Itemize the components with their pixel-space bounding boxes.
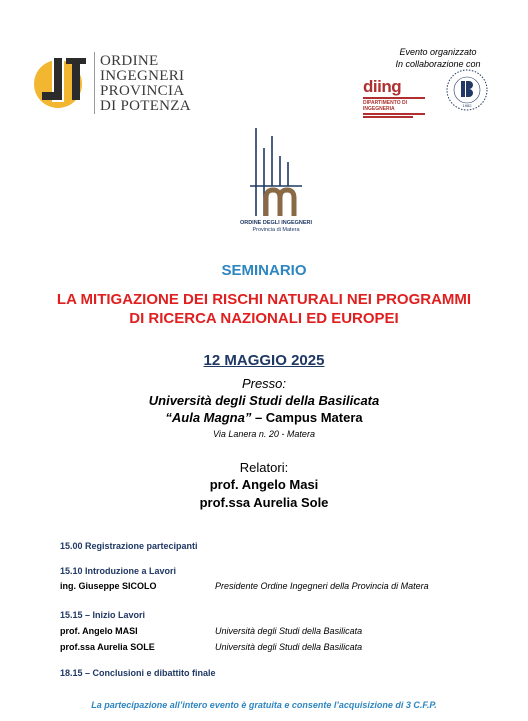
event-title-line-1: LA MITIGAZIONE DEI RISCHI NATURALI NEI PROGRAMMI	[56, 291, 472, 308]
matera-caption-line-2: Provincia di Matera	[252, 227, 300, 233]
speakers-label: Relatori:	[239, 460, 289, 475]
event-type: SEMINARIO	[221, 262, 307, 279]
diing-logo	[363, 78, 425, 116]
aula-magna: “Aula Magna”	[165, 410, 252, 425]
campus-name: – Campus Matera	[251, 410, 363, 425]
event-date-text: 12 MAGGIO 2025	[203, 352, 325, 369]
venue-university: Università degli Studi della Basilicata	[148, 393, 380, 408]
venue-address: Via Lanera n. 20 - Matera	[213, 429, 315, 439]
ordine-line-3: PROVINCIA	[100, 83, 185, 99]
intro-speaker-role: Presidente Ordine Ingegneri della Provincia di Matera	[215, 581, 429, 591]
event-organized-note	[368, 46, 508, 70]
diing-wordmark: diing	[363, 77, 402, 96]
ordine-divider	[94, 52, 95, 114]
venue-room	[0, 410, 528, 425]
unibas-year: 1982	[462, 103, 472, 108]
ordine-line-4: DI POTENZA	[100, 98, 191, 114]
ordine-line-1: ORDINE	[100, 53, 159, 69]
presso-label: Presso:	[241, 376, 287, 391]
speaker-2: prof.ssa Aurelia Sole	[199, 495, 329, 510]
session-speaker-2-role: Università degli Studi della Basilicata	[215, 642, 363, 652]
matera-caption-line-1: ORDINE DEGLI INGEGNERI	[239, 220, 313, 226]
event-title-line-2: DI RICERCA NAZIONALI ED EUROPEI	[129, 310, 399, 327]
session-speaker-1-name: prof. Angelo MASI	[60, 626, 138, 636]
ordine-potenza-logo	[28, 52, 92, 114]
program-item-conclusions: 18.15 – Conclusioni e dibattito finale	[60, 668, 216, 678]
speaker-1: prof. Angelo Masi	[209, 477, 319, 492]
session-speaker-2-name: prof.ssa Aurelia SOLE	[60, 642, 155, 652]
session-speaker-1-role: Università degli Studi della Basilicata	[215, 626, 363, 636]
ordine-potenza-text	[100, 54, 191, 114]
program-item-registration: 15.00 Registrazione partecipanti	[60, 541, 198, 551]
unibas-seal-logo	[445, 68, 489, 112]
ordine-matera-caption	[236, 220, 316, 234]
ordine-matera-logo	[244, 126, 308, 218]
collaboration-text: In collaborazione con	[395, 59, 481, 69]
diing-sub-2: INGEGNERIA	[363, 106, 395, 112]
ordine-line-2: INGEGNERI	[100, 68, 185, 84]
event-organized-text: Evento organizzato	[399, 47, 477, 57]
intro-speaker-name: ing. Giuseppe SICOLO	[60, 581, 157, 591]
program-item-intro: 15.10 Introduzione a Lavori	[60, 566, 177, 576]
diing-sub-1: DIPARTIMENTO DI	[363, 100, 407, 106]
program-item-start: 15.15 – Inizio Lavori	[60, 610, 146, 620]
footer-note: La partecipazione all’intero evento è gratuita e consente l’acquisizione di 3 C.F.P.	[91, 700, 437, 710]
event-date	[0, 352, 528, 369]
